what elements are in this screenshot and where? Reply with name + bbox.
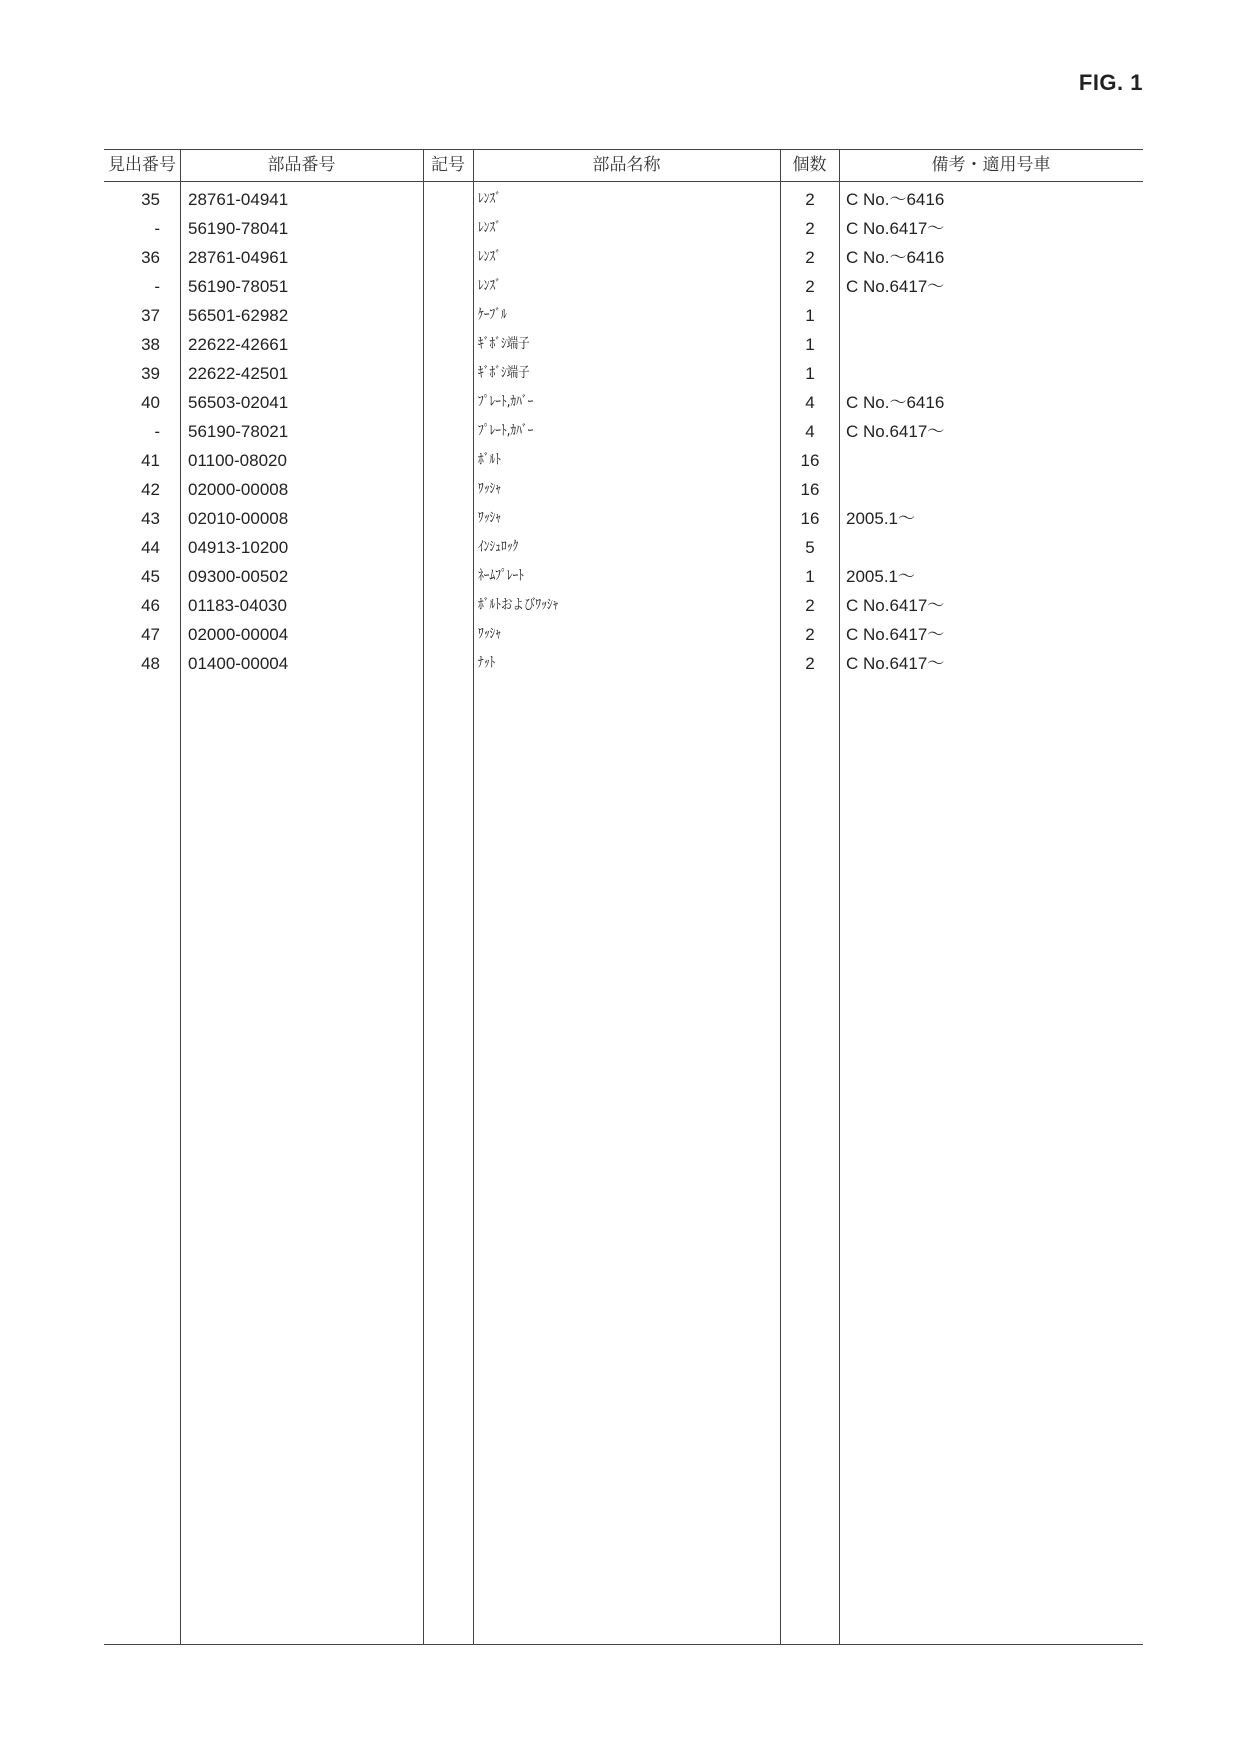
index-no-cell: 42 <box>141 480 160 499</box>
part-name-cell: ﾜｯｼｬ <box>478 626 501 642</box>
index-no-cell: 47 <box>141 625 160 644</box>
remarks-cell: 2005.1〜 <box>846 567 915 586</box>
part-name-cell: ｹｰﾌﾞﾙ <box>478 307 507 323</box>
qty-cell: 2 <box>805 190 815 209</box>
part-name-cell: ﾚﾝｽﾞ <box>478 220 501 236</box>
table-row <box>104 272 1143 301</box>
index-no-cell: - <box>154 277 160 296</box>
qty-cell: 4 <box>805 422 815 441</box>
figure-label: FIG. 1 <box>1078 70 1143 95</box>
part-no-cell: 01400-00004 <box>188 654 289 673</box>
part-no-cell: 56190-78051 <box>188 277 289 296</box>
part-name-cell: ｷﾞﾎﾞｼ端子 <box>478 365 530 381</box>
remarks-cell: C No.〜6416 <box>846 393 945 412</box>
qty-cell: 16 <box>800 451 820 470</box>
index-no-cell: 45 <box>141 567 160 586</box>
qty-cell: 2 <box>805 248 815 267</box>
part-no-cell: 09300-00502 <box>188 567 289 586</box>
header-part-name: 部品名称 <box>592 155 661 175</box>
qty-cell: 2 <box>805 625 815 644</box>
part-no-cell: 22622-42661 <box>188 335 289 354</box>
table-row <box>104 562 1143 591</box>
index-no-cell: - <box>154 219 160 238</box>
table-bottom-rule <box>104 1644 1143 1645</box>
table-row <box>104 417 1143 446</box>
table-row <box>104 446 1143 475</box>
index-no-cell: 38 <box>141 335 160 354</box>
table-row <box>104 591 1143 620</box>
remarks-cell: C No.6417〜 <box>846 277 945 296</box>
part-no-cell: 02010-00008 <box>188 509 289 528</box>
remarks-cell: C No.〜6416 <box>846 190 945 209</box>
qty-cell: 2 <box>805 596 815 615</box>
qty-cell: 1 <box>805 306 815 325</box>
parts-table <box>104 149 1143 1645</box>
qty-cell: 16 <box>800 509 820 528</box>
header-symbol: 記号 <box>431 155 465 175</box>
table-row <box>104 214 1143 243</box>
part-name-cell: ﾌﾟﾚｰﾄ,ｶﾊﾞｰ <box>478 423 534 439</box>
part-name-cell: ｲﾝｼｭﾛｯｸ <box>478 539 519 555</box>
index-no-cell: 35 <box>141 190 160 209</box>
part-no-cell: 22622-42501 <box>188 364 289 383</box>
index-no-cell: 36 <box>141 248 160 267</box>
qty-cell: 4 <box>805 393 815 412</box>
part-no-cell: 01183-04030 <box>188 596 287 615</box>
part-name-cell: ｷﾞﾎﾞｼ端子 <box>478 336 530 352</box>
table-row <box>104 533 1143 562</box>
table-row <box>104 475 1143 504</box>
part-name-cell: ﾈｰﾑﾌﾟﾚｰﾄ <box>478 568 524 584</box>
header-index-no: 見出番号 <box>108 155 176 175</box>
remarks-cell: C No.6417〜 <box>846 654 945 673</box>
table-row <box>104 330 1143 359</box>
part-name-cell: ﾌﾟﾚｰﾄ,ｶﾊﾞｰ <box>478 394 534 410</box>
qty-cell: 2 <box>805 219 815 238</box>
table-row <box>104 359 1143 388</box>
table-row <box>104 649 1143 678</box>
table-row <box>104 504 1143 533</box>
part-name-cell: ﾚﾝｽﾞ <box>478 191 501 207</box>
part-no-cell: 56503-02041 <box>188 393 289 412</box>
part-name-cell: ﾚﾝｽﾞ <box>478 249 501 265</box>
table-row <box>104 243 1143 272</box>
part-name-cell: ﾎﾞﾙﾄおよびﾜｯｼｬ <box>478 597 559 613</box>
index-no-cell: 41 <box>141 451 160 470</box>
index-no-cell: 44 <box>141 538 160 557</box>
part-no-cell: 02000-00008 <box>188 480 289 499</box>
index-no-cell: 40 <box>141 393 160 412</box>
part-name-cell: ﾅｯﾄ <box>478 655 496 671</box>
table-row <box>104 185 1143 214</box>
remarks-cell: C No.6417〜 <box>846 219 945 238</box>
part-name-cell: ﾜｯｼｬ <box>478 481 501 497</box>
remarks-cell: C No.6417〜 <box>846 596 945 615</box>
part-no-cell: 04913-10200 <box>188 538 289 557</box>
remarks-cell: C No.〜6416 <box>846 248 945 267</box>
header-remarks: 備考・適用号車 <box>931 155 1051 175</box>
header-part-no: 部品番号 <box>267 155 336 175</box>
table-body <box>104 185 1143 678</box>
part-name-cell: ﾚﾝｽﾞ <box>478 278 501 294</box>
qty-cell: 1 <box>805 364 815 383</box>
part-no-cell: 28761-04941 <box>188 190 289 209</box>
table-row <box>104 388 1143 417</box>
index-no-cell: 43 <box>141 509 160 528</box>
part-no-cell: 56190-78041 <box>188 219 289 238</box>
header-qty: 個数 <box>792 155 827 175</box>
remarks-cell: 2005.1〜 <box>846 509 915 528</box>
qty-cell: 1 <box>805 335 815 354</box>
part-name-cell: ﾎﾞﾙﾄ <box>478 452 501 468</box>
qty-cell: 2 <box>805 654 815 673</box>
qty-cell: 16 <box>800 480 820 499</box>
table-row <box>104 301 1143 330</box>
part-no-cell: 56501-62982 <box>188 306 289 325</box>
remarks-cell: C No.6417〜 <box>846 625 945 644</box>
qty-cell: 1 <box>805 567 815 586</box>
index-no-cell: 37 <box>141 306 160 325</box>
remarks-cell: C No.6417〜 <box>846 422 945 441</box>
part-no-cell: 02000-00004 <box>188 625 289 644</box>
part-no-cell: 28761-04961 <box>188 248 289 267</box>
qty-cell: 5 <box>805 538 815 557</box>
part-no-cell: 01100-08020 <box>188 451 287 470</box>
table-row <box>104 620 1143 649</box>
index-no-cell: 39 <box>141 364 160 383</box>
qty-cell: 2 <box>805 277 815 296</box>
part-no-cell: 56190-78021 <box>188 422 289 441</box>
header-bottom-rule <box>104 181 1143 182</box>
index-no-cell: - <box>154 422 160 441</box>
index-no-cell: 48 <box>141 654 160 673</box>
part-name-cell: ﾜｯｼｬ <box>478 510 501 526</box>
index-no-cell: 46 <box>141 596 160 615</box>
